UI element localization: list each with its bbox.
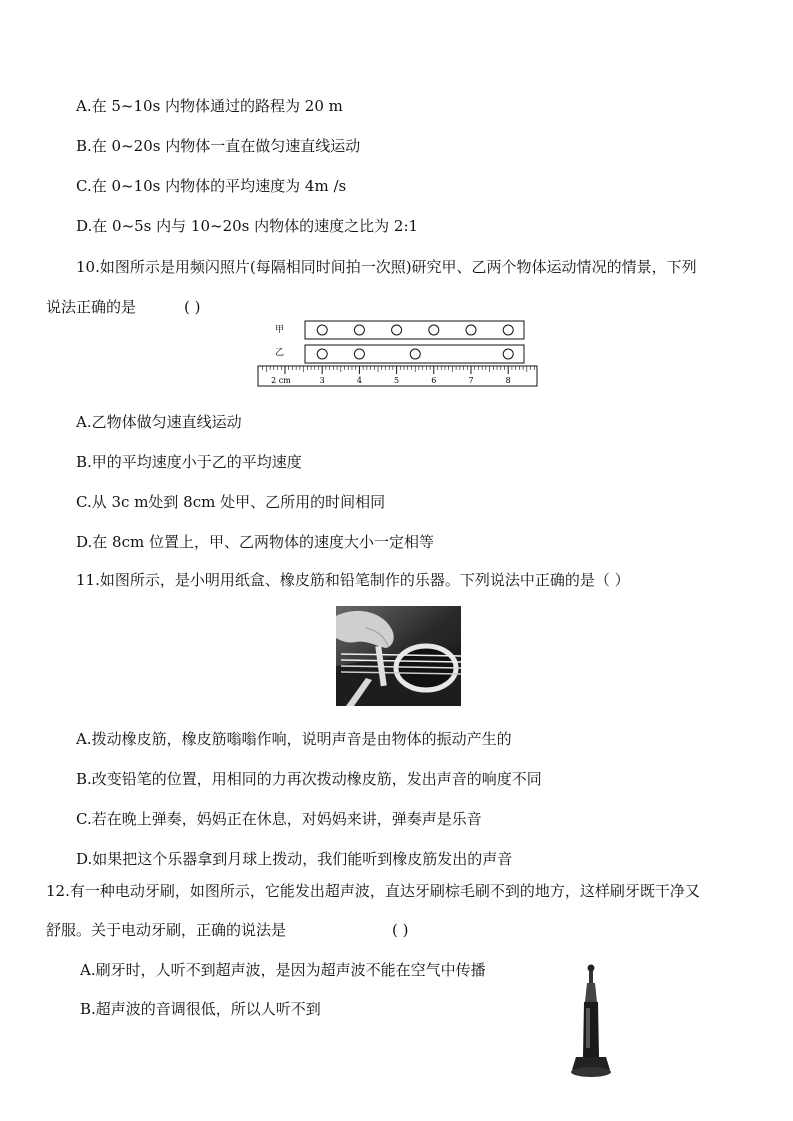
q10-strobe-figure: [255, 318, 540, 390]
q12-option-b: B.超声波的音调很低，所以人听不到: [80, 1000, 321, 1018]
q12-option-a: A.刷牙时，人听不到超声波，是因为超声波不能在空气中传播: [80, 961, 486, 979]
q10-answer-bracket: ( ): [184, 298, 201, 316]
q10-stem-line1: 10.如图所示是用频闪照片(每隔相同时间拍一次照)研究甲、乙两个物体运动情况的情景，下列: [76, 258, 697, 276]
q9-option-b: B.在 0~20s 内物体一直在做匀速直线运动: [76, 137, 361, 155]
label-jia: 甲: [275, 325, 285, 335]
q10-option-a: A.乙物体做匀速直线运动: [76, 413, 242, 431]
q11-instrument-photo: [336, 606, 461, 706]
q10-option-b: B.甲的平均速度小于乙的平均速度: [76, 453, 302, 471]
q11-stem: 11.如图所示，是小明用纸盒、橡皮筋和铅笔制作的乐器。下列说法中正确的是（ ）: [76, 571, 630, 589]
label-yi: 乙: [275, 348, 285, 358]
q12-stem-line2: 舒服。关于电动牙刷，正确的说法是: [46, 921, 287, 939]
yi-mark-3: [410, 349, 420, 359]
jia-mark-2: [354, 325, 364, 335]
jia-mark-3: [392, 325, 402, 335]
jia-strip: [305, 321, 524, 339]
ruler-label: 6: [431, 376, 437, 385]
q12-toothbrush-figure: [568, 962, 614, 1080]
q10-option-d: D.在 8cm 位置上，甲、乙两物体的速度大小一定相等: [76, 533, 434, 551]
ruler-label: 5: [394, 376, 400, 385]
q10-option-c: C.从 3c m处到 8cm 处甲、乙所用的时间相同: [76, 493, 386, 511]
q12-stem-line1: 12.有一种电动牙刷，如图所示，它能发出超声波，直达牙刷棕毛刷不到的地方，这样刷牙既干净又: [46, 882, 700, 900]
ruler-label: 4: [356, 376, 362, 385]
q11-option-c: C.若在晚上弹奏，妈妈正在休息，对妈妈来讲，弹奏声是乐音: [76, 810, 482, 828]
ruler-label: 2 cm: [271, 376, 291, 385]
ruler-label: 3: [319, 376, 325, 385]
q11-option-b: B.改变铅笔的位置，用相同的力再次拨动橡皮筋，发出声音的响度不同: [76, 770, 542, 788]
jia-mark-1: [317, 325, 327, 335]
jia-mark-4: [429, 325, 439, 335]
yi-mark-4: [503, 349, 513, 359]
ruler-label: 8: [505, 376, 511, 385]
q9-option-a: A.在 5~10s 内物体通过的路程为 20 m: [76, 97, 343, 115]
ruler-label: 7: [468, 376, 474, 385]
jia-mark-6: [503, 325, 513, 335]
yi-mark-2: [354, 349, 364, 359]
q10-stem-line2: 说法正确的是: [46, 298, 137, 316]
yi-mark-1: [317, 349, 327, 359]
q12-answer-bracket: ( ): [392, 921, 409, 939]
q9-option-c: C.在 0~10s 内物体的平均速度为 4m /s: [76, 177, 347, 195]
q11-option-a: A.拨动橡皮筋，橡皮筋嗡嗡作响，说明声音是由物体的振动产生的: [76, 730, 512, 748]
q9-option-d: D.在 0~5s 内与 10~20s 内物体的速度之比为 2:1: [76, 217, 419, 235]
q11-option-d: D.如果把这个乐器拿到月球上拨动，我们能听到橡皮筋发出的声音: [76, 850, 513, 868]
jia-mark-5: [466, 325, 476, 335]
